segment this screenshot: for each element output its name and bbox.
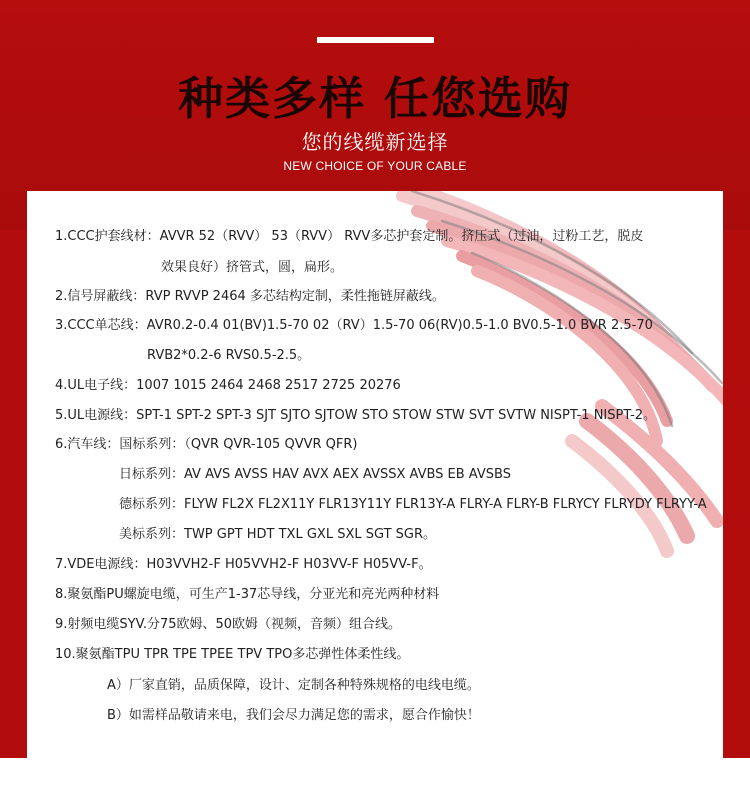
product-list: [27, 191, 723, 758]
list-item-3-line-2: RVB2*0.2-6 RVS0.5-2.5。: [147, 348, 311, 363]
list-item-6-line-4: 美标系列：TWP GPT HDT TXL GXL SXL SGT SGR。: [119, 527, 437, 542]
list-item-4: 4.UL电子线：1007 1015 2464 2468 2517 2725 20276: [55, 378, 401, 393]
list-item-10: 10.聚氨酯TPU TPR TPE TPEE TPV TPO多芯弹性体柔性线。: [55, 647, 410, 662]
title-top-rule: [317, 37, 434, 43]
page-title: 种类多样 任您选购: [178, 72, 572, 125]
page-subtitle-english: NEW CHOICE OF YOUR CABLE: [283, 159, 467, 173]
bottom-white-band: [0, 758, 750, 786]
note-a: A）厂家直销，品质保障，设计、定制各种特殊规格的电线电缆。: [107, 678, 480, 693]
list-item-6-line-2: 日标系列：AV AVS AVSS HAV AVX AEX AVSSX AVBS EB AVSBS: [119, 467, 511, 482]
list-item-8: 8.聚氨酯PU螺旋电缆，可生产1-37芯导线，分亚光和亮光两种材料: [55, 587, 440, 602]
list-item-2: 2.信号屏蔽线：RVP RVVP 2464 多芯结构定制，柔性拖链屏蔽线。: [55, 289, 445, 304]
list-item-1-line-2: 效果良好）挤管式，圆，扁形。: [161, 260, 344, 275]
list-item-7: 7.VDE电源线：H03VVH2-F H05VVH2-F H03VV-F H05VV-F。: [55, 557, 432, 572]
list-item-1-line-1: 1.CCC护套线材：AVVR 52（RVV） 53（RVV） RVV多芯护套定制。挤压式（过油，过粉工艺，脱皮: [55, 229, 644, 244]
list-item-6-line-1: 6.汽车线：国标系列：（QVR QVR-105 QVVR QFR): [55, 437, 358, 452]
page-subtitle: 您的线缆新选择: [301, 130, 449, 154]
list-item-5: 5.UL电源线：SPT-1 SPT-2 SPT-3 SJT SJTO SJTOW STO STOW STW SVT SVTW NISPT-1 NISPT-2。: [55, 408, 657, 423]
list-item-9: 9.射频电缆SYV.分75欧姆、50欧姆（视频，音频）组合线。: [55, 617, 402, 632]
list-item-3-line-1: 3.CCC单芯线：AVR0.2-0.4 01(BV)1.5-70 02（RV）1.5-70 06(RV)0.5-1.0 BV0.5-1.0 BVR 2.5-70: [55, 318, 653, 333]
list-item-6-line-3: 德标系列：FLYW FL2X FL2X11Y FLR13Y11Y FLR13Y-A FLRY-A FLRY-B FLRYCY FLRYDY FLRYY-A: [119, 497, 707, 512]
content-card: [27, 191, 723, 758]
note-b: B）如需样品敬请来电，我们会尽力满足您的需求，愿合作愉快！: [107, 708, 480, 723]
